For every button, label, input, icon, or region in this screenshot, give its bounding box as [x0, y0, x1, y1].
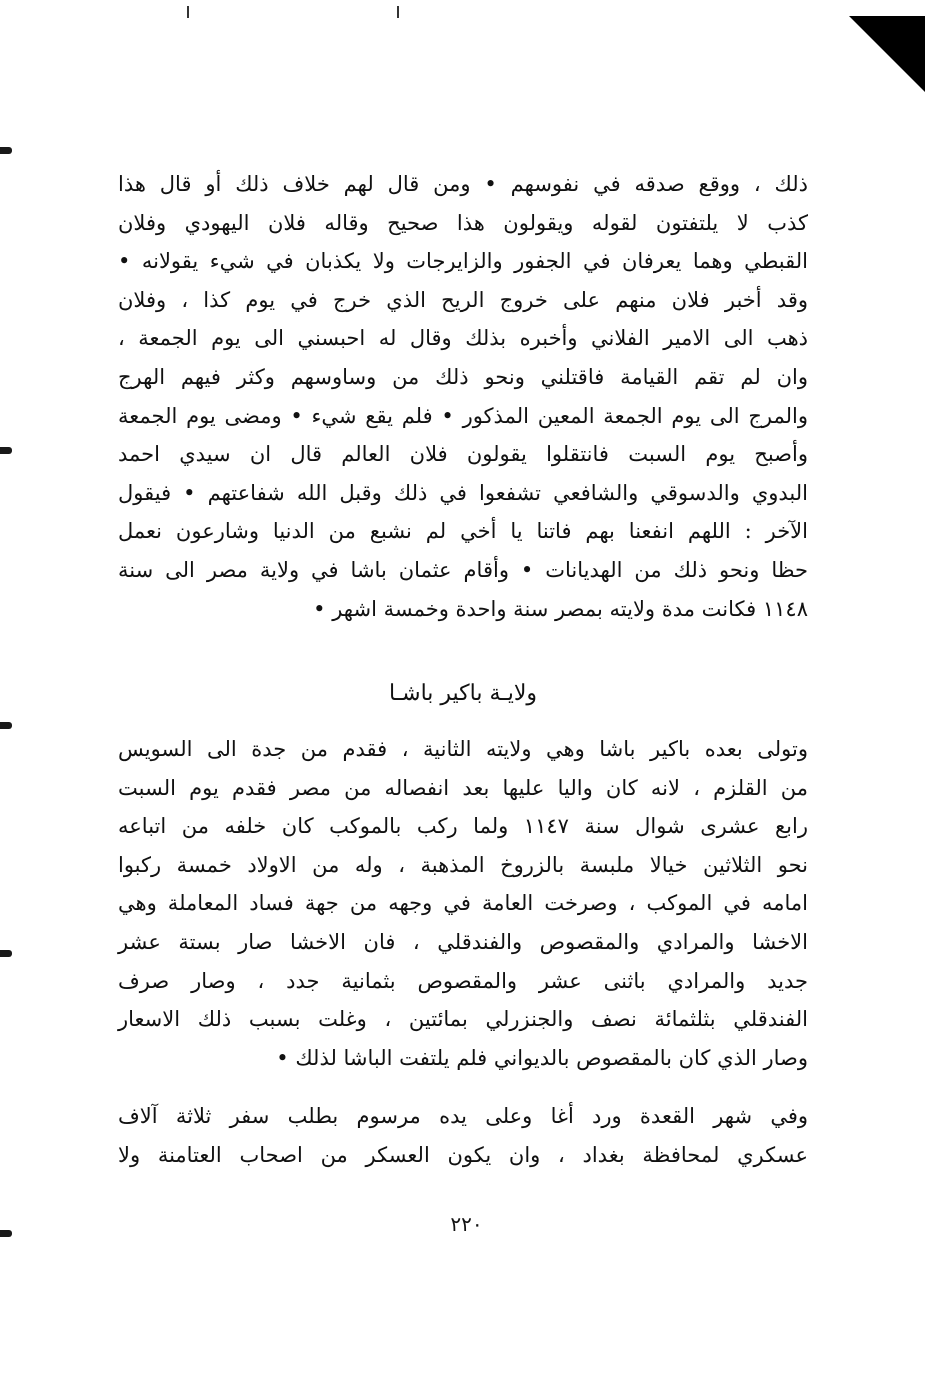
top-edge-mark — [397, 6, 399, 18]
text-line: حظا ونحو ذلك من الهديانات • وأقام عثمان باشا في ولاية مصر الى سنة — [118, 557, 808, 582]
text-line: القبطي وهما يعرفان في الجفور والزايرجات ولا يكذبان في شيء يقولانه • — [118, 249, 808, 274]
text-line: كذب لا يلتفتون لقوله ويقولون هذا صحيح وقاله فلان اليهودي وفلان — [118, 210, 808, 235]
text-line: الاخشا والمرادي والمقصوص والفندقلي ، فان الاخشا صار بستة عشر — [118, 929, 808, 954]
text-line: ذهب الى الامير الفلاني وأخبره بذلك وقال له احبسني الى يوم الجمعة ، — [118, 326, 808, 351]
section-heading: ولايـة باكير باشـا — [388, 681, 537, 706]
text-line: والمرج الى يوم الجمعة المعين المذكور • فلم يقع شيء • ومضى يوم الجمعة — [118, 403, 808, 428]
text-line: امامه في الموكب ، وصرخت العامة في وجهه من جهة فساد المعاملة وهي — [118, 891, 808, 916]
text-line: نحو الثلاثين خيالا ملبسة بالزروخ المذهبة ، وله من الاولاد خمسة ركبوا — [118, 852, 808, 877]
text-line: الفندقلي بثلثمائة نصف والجنزرلي بمائتين ، وغلت بسبب ذلك الاسعار — [118, 1007, 808, 1032]
binding-hole-mark — [0, 722, 12, 729]
text-line: وفي شهر القعدة ورد أغا وعلى يده مرسوم بطلب سفر ثلاثة آلاف — [118, 1104, 808, 1128]
text-line: وقد أخبر فلان منهم على خروج الريح الذي خرج في يوم كذا ، وفلان — [118, 287, 808, 312]
page-number: ٢٢٠ — [450, 1212, 483, 1236]
binding-hole-mark — [0, 447, 12, 454]
corner-triangle-mark — [849, 16, 925, 92]
text-line: جديد والمرادي باثنى عشر والمقصوص بثمانية جدد ، وصار صرف — [118, 968, 808, 993]
paragraph-2 — [118, 730, 808, 1077]
top-edge-mark — [187, 6, 189, 18]
binding-hole-mark — [0, 147, 12, 154]
text-line: وان لم تقم القيامة فاقتلني ونحو ذلك من وساوسهم وكثر فيهم الهرج — [118, 364, 808, 389]
text-line: وتولى بعده باكير باشا وهي ولايته الثانية ، فقدم من جدة الى السويس — [118, 737, 808, 761]
text-line: رابع عشرى شوال سنة ١١٤٧ ولما ركب بالموكب كان خلفه من اتباعه — [118, 814, 809, 839]
text-line: من القلزم ، لانه كان واليا عليها بعد انفصاله من مصر فقدم يوم السبت — [118, 775, 808, 800]
text-line: ١١٤٨ فكانت مدة ولايته بمصر سنة واحدة وخمسة اشهر • — [313, 596, 808, 621]
binding-hole-mark — [0, 950, 12, 957]
text-line: وصار الذي كان بالمقصوص بالديواني فلم يلتفت الباشا لذلك • — [276, 1045, 808, 1070]
text-line: الآخر : اللهم انفعنا بهم فاتنا يا أخي لم نشبع من الدنيا وشارعون نعمل — [118, 519, 808, 544]
paragraph-3 — [118, 1097, 808, 1174]
text-line: البدوي والدسوقي والشافعي تشفعوا في ذلك وقبل الله شفاعتهم • فيقول — [118, 480, 808, 505]
paragraph-1 — [118, 165, 808, 628]
text-line: ذلك ، ووقع صدقه في نفوسهم • ومن قال لهم خلاف ذلك أو قال هذا — [118, 172, 808, 196]
text-line: وأصبح يوم السبت فانتقلوا يقولون فلان العالم قال ان سيدي احمد — [118, 442, 808, 467]
text-line: عسكري لمحافظة بغداد ، وان يكون العسكر من اصحاب العتامنة ولا — [118, 1142, 808, 1167]
